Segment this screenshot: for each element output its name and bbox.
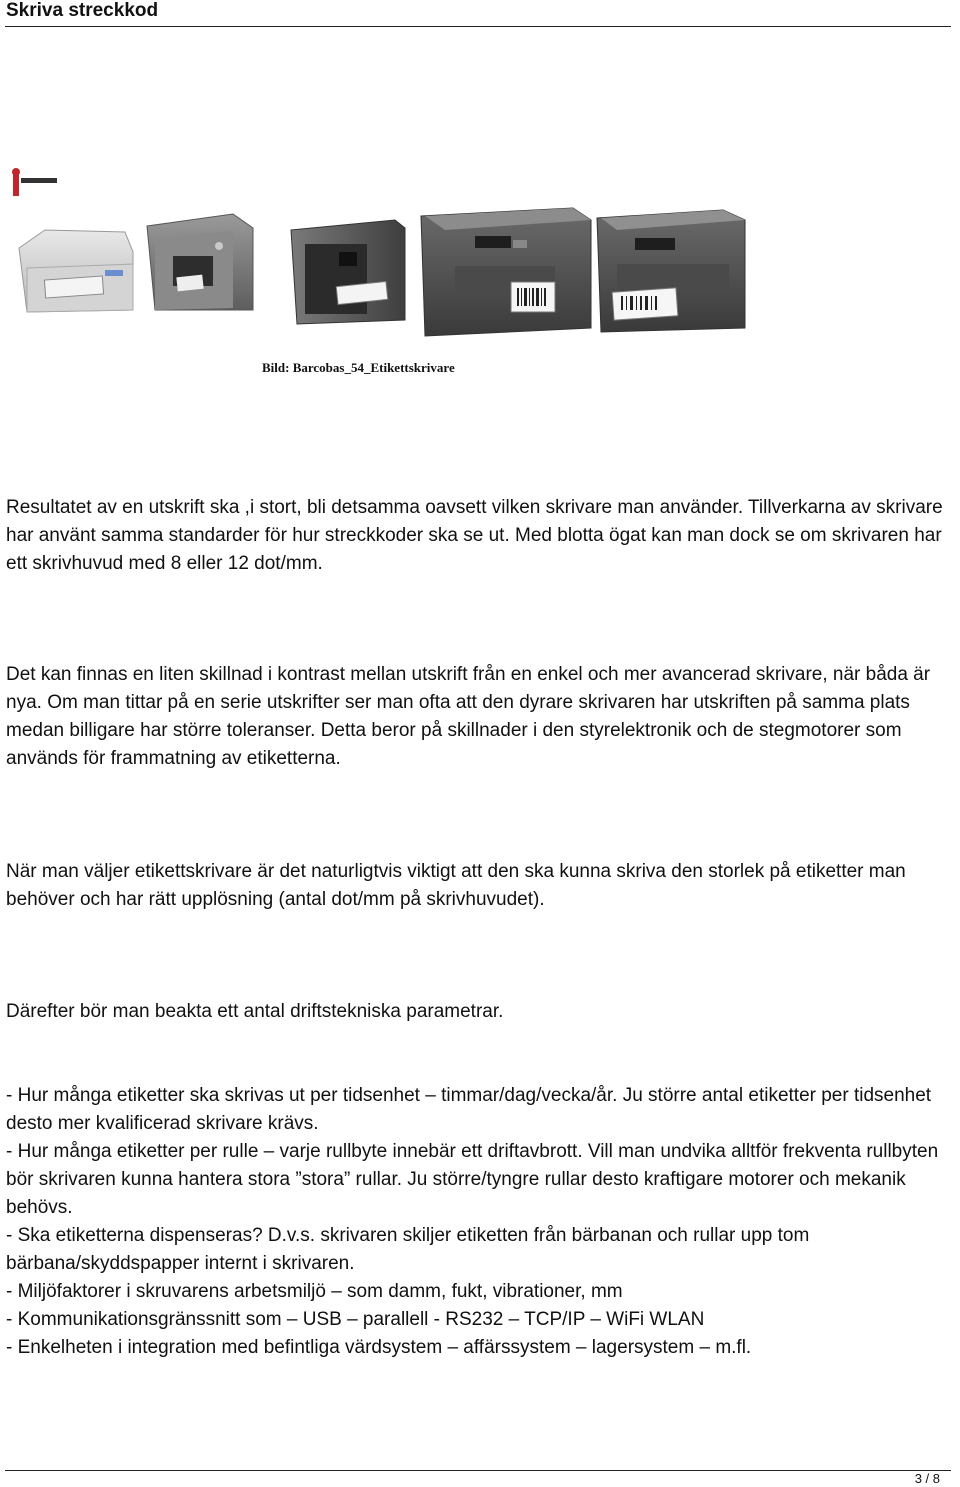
printer-icon	[147, 214, 253, 310]
figure-caption: Bild: Barcobas_54_Etikettskrivare	[262, 360, 455, 375]
document-title: Skriva streckkod	[6, 0, 159, 21]
page-number: 3 / 8	[914, 1471, 940, 1486]
list-item: - Hur många etiketter ska skrivas ut per tidsenhet – timmar/dag/vecka/år. Ju större antal etiketter per tidsenhet desto mer kvalificerad skrivare krävs.	[6, 1085, 932, 1134]
list-item: - Ska etiketterna dispenseras? D.v.s. skrivaren skiljer etiketten från bärbanan och rullar upp tom bärbana/skyddspapper internt i skrivaren.	[6, 1225, 810, 1274]
paragraph-1: Resultatet av en utskrift ska ,i stort, bli detsamma oavsett vilken skrivare man använder. Tillverkarna av skrivare har använt samma standarder för hur streckkoder ska se ut. Med blotta ögat kan man dock se om skrivaren har ett skrivhuvud med 8 eller 12 dot/mm.	[6, 497, 943, 574]
logo-icon	[12, 168, 57, 196]
header-divider	[5, 26, 951, 27]
list-item: - Kommunikationsgränssnitt som – USB – parallell - RS232 – TCP/IP – WiFi WLAN	[6, 1309, 705, 1330]
printer-icon	[291, 220, 405, 324]
printer-icon	[19, 230, 133, 312]
printer-icon	[421, 208, 591, 336]
list-item: - Miljöfaktorer i skruvarens arbetsmiljö – som damm, fukt, vibrationer, mm	[6, 1281, 623, 1302]
list-item: - Enkelheten i integration med befintliga värdsystem – affärssystem – lagersystem – m.fl.	[6, 1337, 752, 1358]
paragraph-4: Därefter bör man beakta ett antal driftstekniska parametrar.	[6, 1001, 504, 1022]
paragraph-3: När man väljer etikettskrivare är det naturligtvis viktigt att den ska kunna skriva den storlek på etiketter man behöver och har rätt upplösning (antal dot/mm på skrivhuvudet).	[6, 861, 906, 910]
printer-icon	[597, 210, 745, 332]
parameter-list	[6, 1082, 951, 1362]
printer-figure	[5, 160, 765, 390]
list-item: - Hur många etiketter per rulle – varje rullbyte innebär ett driftavbrott. Vill man undvika alltför frekventa rullbyten bör skrivaren kunna hantera stora ”stora” rullar. Ju större/tyngre rullar desto kraftigare motorer och mekanik behövs.	[6, 1141, 939, 1218]
paragraph-2: Det kan finnas en liten skillnad i kontrast mellan utskrift från en enkel och mer avancerad skrivare, när båda är nya. Om man tittar på en serie utskrifter ser man ofta att den dyrare skrivaren har utskriften på samma plats medan billigare har större toleranser. Detta beror på skillnader i den styrelektronik och de stegmotorer som används för frammatning av etiketterna.	[6, 664, 931, 769]
footer-divider	[5, 1470, 951, 1471]
